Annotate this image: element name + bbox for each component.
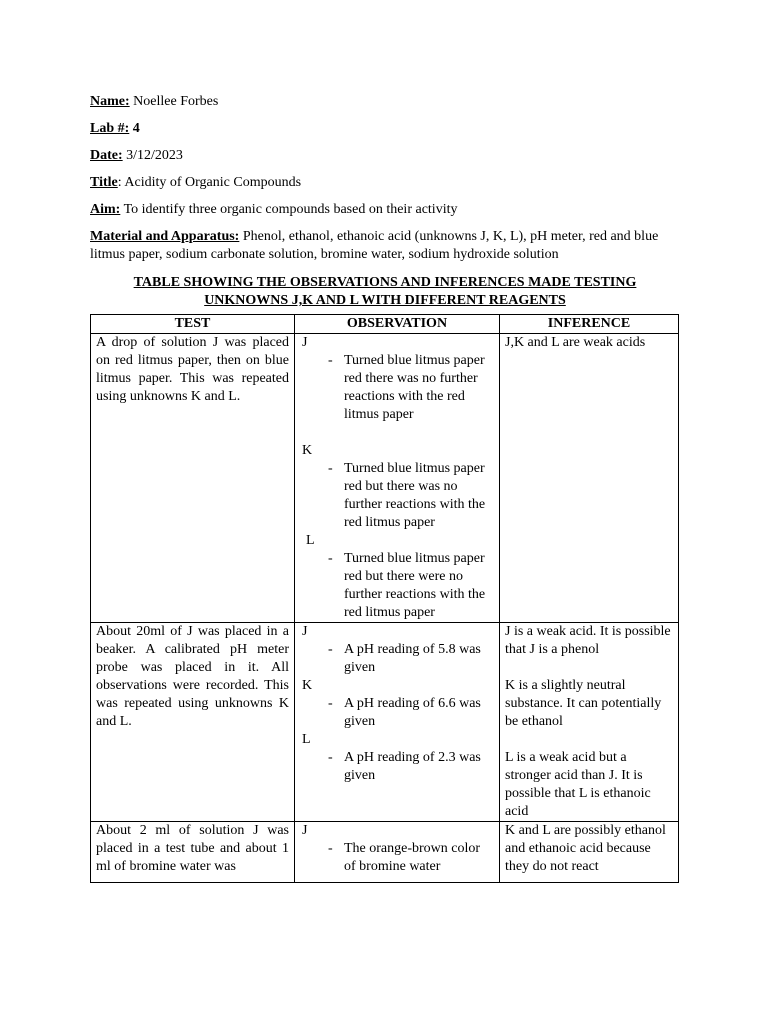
table-heading	[90, 274, 680, 310]
name-label: Name:	[90, 94, 130, 109]
dash-marker: -	[328, 461, 333, 476]
column-header-test: TEST	[91, 315, 295, 334]
lab-label: Lab #:	[90, 121, 130, 136]
inference-text: J,K and L are weak acids	[505, 335, 646, 350]
column-header-inference: INFERENCE	[500, 315, 679, 334]
unknown-label: L	[306, 533, 315, 548]
date-label: Date:	[90, 148, 123, 163]
aim-value: To identify three organic compounds based on their activity	[123, 202, 458, 217]
test-text: About 20ml of J was placed in a beaker. A calibrated pH meter probe was placed in it. All observations were recorded. This was repeated using unknowns K and L.	[96, 624, 289, 729]
dash-marker: -	[328, 642, 333, 657]
observation-text: A pH reading of 5.8 was given	[344, 642, 481, 675]
table-heading-line-1: TABLE SHOWING THE OBSERVATIONS AND INFERENCES MADE TESTING	[133, 275, 637, 290]
observation-text: A pH reading of 6.6 was given	[344, 696, 481, 729]
title-value: : Acidity of Organic Compounds	[117, 175, 302, 190]
observation-item	[300, 749, 494, 785]
inference-cell	[500, 822, 679, 883]
observation-item	[300, 695, 494, 731]
observation-item	[300, 641, 494, 677]
test-text: About 2 ml of solution J was placed in a test tube and about 1 ml of bromine water was	[96, 823, 289, 874]
test-cell	[91, 822, 295, 883]
observation-cell	[295, 623, 500, 822]
observation-item	[300, 352, 494, 424]
observation-text: A pH reading of 2.3 was given	[344, 750, 481, 783]
test-cell	[91, 623, 295, 822]
test-cell	[91, 334, 295, 623]
lab-value: 4	[132, 121, 140, 136]
unknown-label: J	[302, 823, 308, 838]
table-row	[91, 822, 679, 883]
aim-label: Aim:	[90, 202, 121, 217]
observation-cell	[295, 822, 500, 883]
dash-marker: -	[328, 353, 333, 368]
lab-line	[90, 120, 680, 138]
name-value: Noellee Forbes	[133, 94, 219, 109]
observation-item	[300, 460, 494, 532]
inference-text: K is a slightly neutral substance. It can potentially be ethanol	[505, 678, 662, 729]
test-text: A drop of solution J was placed on red litmus paper, then on blue litmus paper. This was repeated using unknowns K and L.	[96, 335, 289, 404]
observation-item	[300, 840, 494, 876]
unknown-label: K	[302, 678, 313, 693]
inference-text: K and L are possibly ethanol and ethanoic acid because they do not react	[505, 823, 666, 874]
table-row	[91, 623, 679, 822]
dash-marker: -	[328, 696, 333, 711]
date-line	[90, 147, 680, 165]
inference-text: J is a weak acid. It is possible that J is a phenol	[505, 624, 671, 657]
aim-line	[90, 201, 680, 219]
unknown-label: J	[302, 335, 308, 350]
observations-table	[90, 314, 679, 883]
dash-marker: -	[328, 750, 333, 765]
material-label: Material and Apparatus:	[90, 229, 240, 244]
unknown-label: L	[302, 732, 311, 747]
observation-text: The orange-brown color of bromine water	[344, 841, 481, 874]
table-header-row	[91, 315, 679, 334]
inference-text: L is a weak acid but a stronger acid than J. It is possible that L is ethanoic acid	[505, 750, 651, 819]
date-value: 3/12/2023	[126, 148, 183, 163]
table-row	[91, 334, 679, 623]
inference-cell	[500, 623, 679, 822]
document-page	[90, 93, 680, 883]
dash-marker: -	[328, 551, 333, 566]
observation-text: Turned blue litmus paper red there was no further reactions with the red litmus paper	[344, 353, 485, 422]
observation-item	[300, 550, 494, 622]
table-heading-line-2: UNKNOWNS J,K AND L WITH DIFFERENT REAGENTS	[204, 293, 566, 308]
title-line	[90, 174, 680, 192]
unknown-label: J	[302, 624, 308, 639]
material-line	[90, 228, 680, 264]
name-line	[90, 93, 680, 111]
title-label: Title	[90, 175, 118, 190]
observation-cell	[295, 334, 500, 623]
dash-marker: -	[328, 841, 333, 856]
observation-text: Turned blue litmus paper red but there was no further reactions with the red litmus paper	[344, 461, 486, 530]
observation-text: Turned blue litmus paper red but there were no further reactions with the red litmus paper	[344, 551, 486, 620]
inference-cell	[500, 334, 679, 623]
unknown-label: K	[302, 443, 313, 458]
column-header-observation: OBSERVATION	[295, 315, 500, 334]
material-value: Phenol, ethanol, ethanoic acid (unknowns J, K, L), pH meter, red and blue litmus paper, sodium carbonate solution, bromine water, sodium hydroxide solution	[90, 229, 659, 262]
